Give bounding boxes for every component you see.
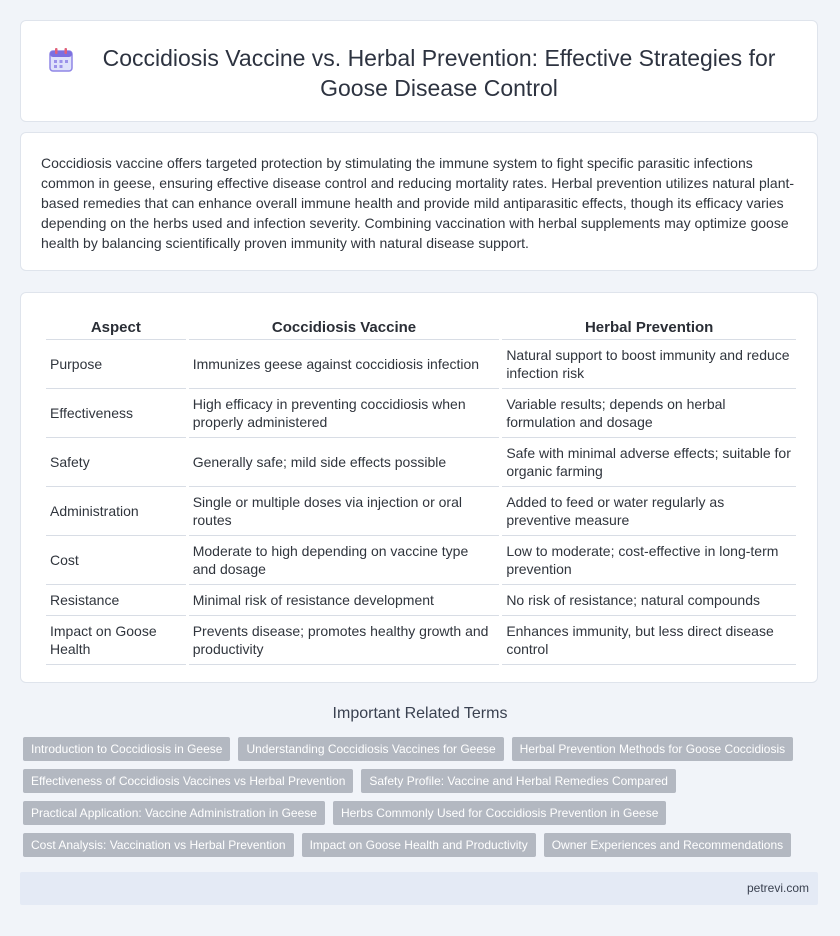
- cell-aspect: Resistance: [46, 585, 186, 616]
- related-terms-title: Important Related Terms: [332, 705, 508, 722]
- cell-aspect: Administration: [46, 487, 186, 536]
- footer: [20, 872, 818, 905]
- table-row: [46, 438, 796, 487]
- cell-vaccine: Prevents disease; promotes healthy growth and productivity: [189, 616, 500, 665]
- table-row: [46, 536, 796, 585]
- table-row: [46, 616, 796, 665]
- cell-vaccine: Single or multiple doses via injection or oral routes: [189, 487, 500, 536]
- cell-herbal: No risk of resistance; natural compounds: [502, 585, 796, 616]
- cell-herbal: Variable results; depends on herbal formulation and dosage: [502, 389, 796, 438]
- related-term-tag[interactable]: Practical Application: Vaccine Administration in Geese: [23, 801, 325, 825]
- cell-herbal: Low to moderate; cost-effective in long-term prevention: [502, 536, 796, 585]
- comparison-table-card: [20, 292, 818, 683]
- related-term-tag[interactable]: Owner Experiences and Recommendations: [544, 833, 791, 857]
- related-term-tag[interactable]: Herbs Commonly Used for Coccidiosis Prevention in Geese: [333, 801, 666, 825]
- related-term-tag[interactable]: Herbal Prevention Methods for Goose Coccidiosis: [512, 737, 793, 761]
- cell-herbal: Natural support to boost immunity and reduce infection risk: [502, 340, 796, 389]
- related-term-tag[interactable]: Cost Analysis: Vaccination vs Herbal Prevention: [23, 833, 294, 857]
- cell-vaccine: Minimal risk of resistance development: [189, 585, 500, 616]
- table-header-row: [46, 315, 796, 340]
- header-aspect: Aspect: [46, 315, 186, 340]
- cell-aspect: Effectiveness: [46, 389, 186, 438]
- cell-aspect: Impact on Goose Health: [46, 616, 186, 665]
- table-row: [46, 340, 796, 389]
- cell-herbal: Safe with minimal adverse effects; suitable for organic farming: [502, 438, 796, 487]
- header-card: [20, 20, 818, 122]
- cell-vaccine: Generally safe; mild side effects possible: [189, 438, 500, 487]
- cell-herbal: Enhances immunity, but less direct disease control: [502, 616, 796, 665]
- cell-herbal: Added to feed or water regularly as preventive measure: [502, 487, 796, 536]
- related-term-tag[interactable]: Safety Profile: Vaccine and Herbal Remedies Compared: [361, 769, 676, 793]
- header-herbal: Herbal Prevention: [502, 315, 796, 340]
- cell-vaccine: Immunizes geese against coccidiosis infection: [189, 340, 500, 389]
- page-title: Coccidiosis Vaccine vs. Herbal Prevention: Effective Strategies for Goose Disease Control: [102, 45, 776, 101]
- table-row: [46, 487, 796, 536]
- footer-site-link[interactable]: petrevi.com: [746, 881, 809, 895]
- cell-aspect: Cost: [46, 536, 186, 585]
- related-term-tag[interactable]: Effectiveness of Coccidiosis Vaccines vs Herbal Prevention: [23, 769, 353, 793]
- comparison-table: [43, 315, 799, 665]
- related-term-tag[interactable]: Introduction to Coccidiosis in Geese: [23, 737, 230, 761]
- cell-aspect: Purpose: [46, 340, 186, 389]
- related-term-tag[interactable]: Impact on Goose Health and Productivity: [302, 833, 536, 857]
- intro-paragraph: Coccidiosis vaccine offers targeted protection by stimulating the immune system to fight specific parasitic infections common in geese, ensuring effective disease control and reducing mortality rates. Herbal prevention utilizes natural plant-based remedies that can enhance overall immune health and provide mild antiparasitic effects, though its efficacy varies depending on the herbs used and infection severity. Combining vaccination with herbal supplements may optimize goose health by balancing scientifically proven immunity with natural disease support.: [41, 155, 795, 251]
- intro-card: [20, 132, 818, 271]
- cell-vaccine: Moderate to high depending on vaccine type and dosage: [189, 536, 500, 585]
- header-vaccine: Coccidiosis Vaccine: [189, 315, 500, 340]
- table-row: [46, 389, 796, 438]
- cell-aspect: Safety: [46, 438, 186, 487]
- related-term-tag[interactable]: Understanding Coccidiosis Vaccines for Geese: [238, 737, 503, 761]
- cell-vaccine: High efficacy in preventing coccidiosis when properly administered: [189, 389, 500, 438]
- related-terms-list: [23, 737, 813, 865]
- table-row: [46, 585, 796, 616]
